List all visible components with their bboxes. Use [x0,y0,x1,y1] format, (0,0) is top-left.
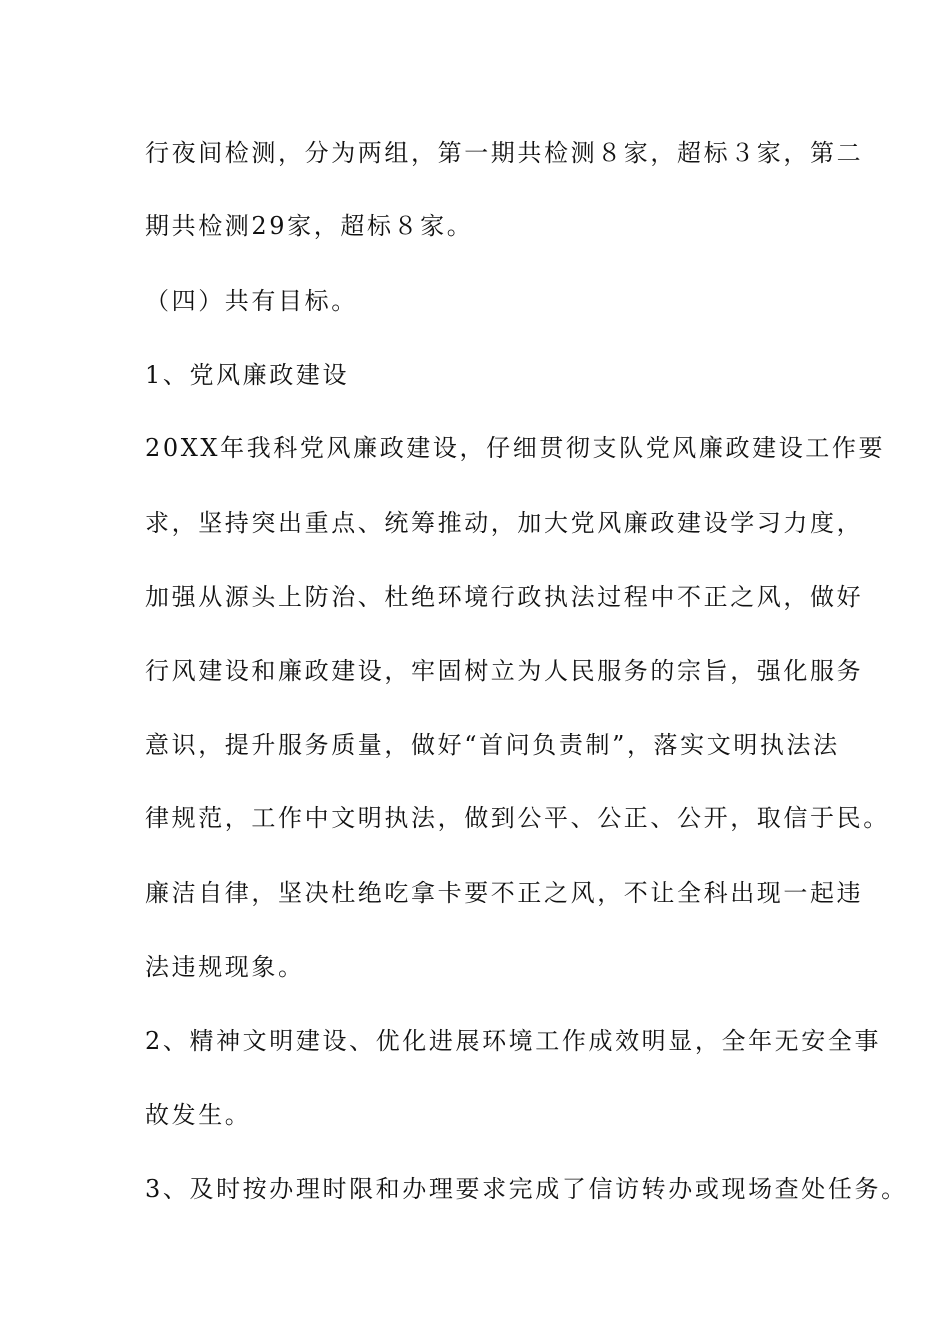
section-heading: （四）共有目标。 [145,287,358,315]
text-line: 3、及时按办理时限和办理要求完成了信访转办或现场查处任务。 [145,1175,908,1203]
text-line: 求，坚持突出重点、统筹推动，加大党风廉政建设学习力度， [145,509,864,537]
text-line: 行夜间检测，分为两组，第一期共检测８家，超标３家，第二 [145,139,864,167]
text-line: 加强从源头上防治、杜绝环境行政执法过程中不正之风，做好 [145,583,864,611]
text-line: 故发生。 [145,1101,252,1129]
text-line: 2、精神文明建设、优化进展环境工作成效明显，全年无安全事 [145,1027,882,1055]
text-line: 意识，提升服务质量，做好“首问负责制”，落实文明执法法 [145,731,840,759]
text-line: 廉洁自律，坚决杜绝吃拿卡要不正之风，不让全科出现一起违 [145,879,864,907]
text-line: 律规范，工作中文明执法，做到公平、公正、公开，取信于民。 [145,804,890,832]
text-line: 20XX年我科党风廉政建设，仔细贯彻支队党风廉政建设工作要 [145,434,886,462]
text-line: 行风建设和廉政建设，牢固树立为人民服务的宗旨，强化服务 [145,657,864,685]
text-line: 期共检测29家，超标８家。 [145,212,474,240]
text-line: 法违规现象。 [145,953,305,981]
subsection-heading: 1、党风廉政建设 [145,361,350,389]
